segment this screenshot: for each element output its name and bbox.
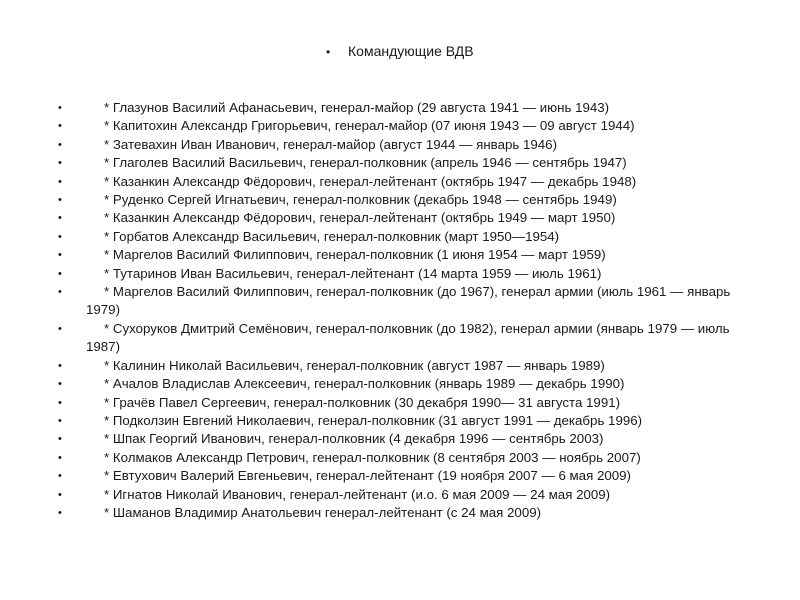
list-item (58, 467, 748, 485)
list-bullet: • (58, 396, 62, 409)
list-item-text: * Грачёв Павел Сергеевич, генерал-полковник (30 декабря 1990— 31 августа 1991) (104, 394, 621, 410)
list-item-text: * Маргелов Василий Филиппович, генерал-полковник (1 июня 1954 — март 1959) (104, 247, 606, 263)
list-item (58, 320, 748, 357)
list-bullet: • (58, 212, 62, 225)
list-item (58, 357, 748, 375)
list-item-text: * Евтухович Валерий Евгеньевич, генерал-лейтенант (19 ноября 2007 — 6 мая 2009) (104, 468, 631, 484)
list-bullet: • (58, 175, 62, 188)
list-item (58, 265, 748, 283)
list-bullet: • (58, 138, 62, 151)
list-item (58, 154, 748, 172)
list-bullet: • (58, 194, 62, 207)
list-item-text: * Маргелов Василий Филиппович, генерал-полковник (до 1967), генерал армии (июль 1961 — январь 1979) (86, 284, 731, 318)
list-bullet: • (58, 506, 62, 519)
list-item-text: * Шпак Георгий Иванович, генерал-полковник (4 декабря 1996 — сентябрь 2003) (104, 431, 604, 447)
list-bullet: • (58, 286, 62, 299)
list-bullet: • (58, 359, 62, 372)
list-item-text: * Игнатов Николай Иванович, генерал-лейтенант (и.о. 6 мая 2009 — 24 мая 2009) (104, 486, 611, 502)
slide-title: Командующие ВДВ (348, 43, 474, 59)
list-item-text: * Подколзин Евгений Николаевич, генерал-полковник (31 август 1991 — декабрь 1996) (104, 412, 643, 428)
list-item-text: * Колмаков Александр Петрович, генерал-полковник (8 сентября 2003 — ноябрь 2007) (104, 449, 641, 465)
list-item (58, 209, 748, 227)
list-item-text: * Горбатов Александр Васильевич, генерал-полковник (март 1950—1954) (104, 228, 560, 244)
list-bullet: • (58, 488, 62, 501)
list-item-text: * Сухоруков Дмитрий Семёнович, генерал-полковник (до 1982), генерал армии (январь 1979 — июль 1987) (86, 320, 730, 355)
list-item (58, 449, 748, 467)
list-item-text: * Шаманов Владимир Анатольевич генерал-лейтенант (с 24 мая 2009) (104, 504, 542, 520)
list-bullet: • (58, 414, 62, 427)
list-bullet: • (58, 102, 62, 114)
list-item (58, 486, 748, 504)
list-item-text: * Капитохин Александр Григорьевич, генерал-майор (07 июня 1943 — 09 август 1944) (104, 118, 635, 134)
list-item (58, 504, 748, 522)
list-item (58, 228, 748, 246)
list-item (58, 136, 748, 154)
list-item (58, 394, 748, 412)
list-item (58, 99, 748, 117)
list-item-text: * Затевахин Иван Иванович, генерал-майор (август 1944 — январь 1946) (104, 136, 558, 152)
list-bullet: • (58, 470, 62, 483)
list-item (58, 412, 748, 430)
slide-title-row (326, 42, 474, 61)
list-item-text: * Глаголев Василий Васильевич, генерал-полковник (апрель 1946 — сентябрь 1947) (104, 155, 627, 171)
list-bullet: • (58, 120, 62, 133)
list-item (58, 191, 748, 209)
list-bullet: • (58, 230, 62, 243)
list-bullet: • (58, 322, 62, 335)
list-item-text: * Казанкин Александр Фёдорович, генерал-лейтенант (октябрь 1947 — декабрь 1948) (104, 173, 637, 189)
list-bullet: • (58, 451, 62, 464)
list-item-text: * Глазунов Василий Афанасьевич, генерал-майор (29 августа 1941 — июнь 1943) (104, 100, 610, 115)
list-item-text: * Тутаринов Иван Васильевич, генерал-лейтенант (14 марта 1959 — июль 1961) (104, 265, 602, 281)
list-bullet: • (58, 267, 62, 280)
list-item (58, 430, 748, 448)
list-item (58, 117, 748, 135)
list-item (58, 283, 748, 320)
list-item-text: * Калинин Николай Васильевич, генерал-полковник (август 1987 — январь 1989) (104, 357, 605, 373)
list-item (58, 375, 748, 393)
list-bullet: • (58, 378, 62, 391)
list-item (58, 173, 748, 191)
list-item-text: * Руденко Сергей Игнатьевич, генерал-полковник (декабрь 1948 — сентябрь 1949) (104, 192, 617, 208)
list-bullet: • (58, 157, 62, 170)
list-item-text: * Казанкин Александр Фёдорович, генерал-лейтенант (октябрь 1949 — март 1950) (104, 210, 616, 226)
list-item-text: * Ачалов Владислав Алексеевич, генерал-полковник (январь 1989 — декабрь 1990) (104, 376, 625, 392)
list-bullet: • (58, 433, 62, 446)
commanders-list (58, 99, 748, 522)
list-item (58, 246, 748, 264)
title-bullet: • (326, 45, 331, 59)
list-bullet: • (58, 249, 62, 262)
